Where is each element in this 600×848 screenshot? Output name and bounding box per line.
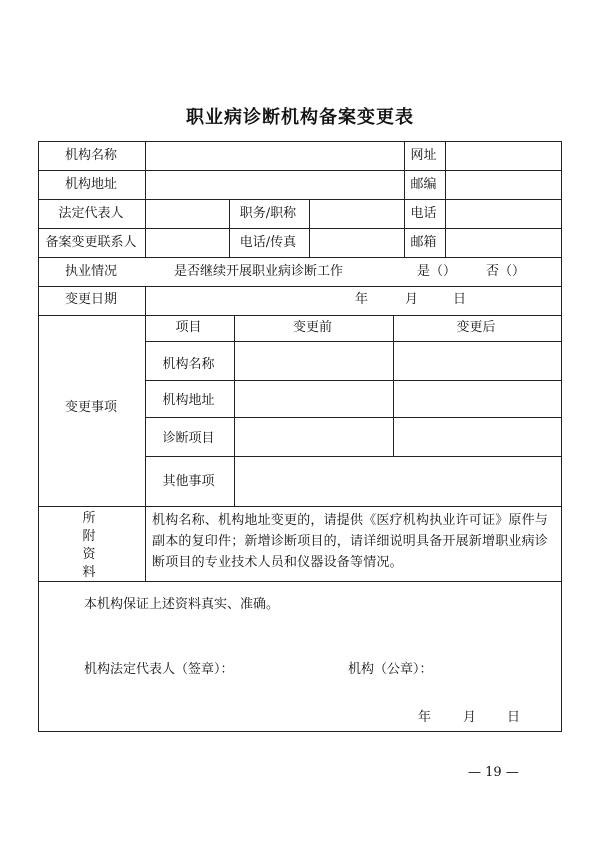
- page-number: — 19 —: [468, 765, 519, 780]
- label-org-name: 机构名称: [64, 148, 117, 163]
- postcode-field[interactable]: [444, 171, 560, 199]
- label-change-items: 变更事项: [64, 400, 117, 415]
- website-field[interactable]: [444, 142, 560, 170]
- sign-year: 年: [418, 710, 432, 725]
- label-legal-rep: 法定代表人: [58, 206, 124, 221]
- label-practice: 执业情况: [64, 264, 117, 279]
- sign-month: 月: [463, 710, 477, 725]
- date-day: 日: [453, 292, 467, 307]
- label-phone: 电话: [410, 206, 437, 221]
- page-title: 职业病诊断机构备案变更表: [186, 107, 414, 128]
- label-org-address: 机构地址: [64, 177, 117, 192]
- legal-rep-signature-label: 机构法定代表人（签章）：: [84, 662, 234, 677]
- phone-fax-field[interactable]: [308, 229, 403, 257]
- legal-rep-field[interactable]: [144, 200, 228, 228]
- attachments-text: 机构名称、机构地址变更的，请提供《医疗机构执业许可证》原件与副本的复印件；新增诊断项目的，请详细说明具备开展新增职业病诊断项目的专业技术人员和仪器设备等情况。: [152, 513, 549, 570]
- org-address-field[interactable]: [144, 171, 403, 199]
- label-phone-fax: 电话/传真: [239, 235, 297, 250]
- label-postcode: 邮编: [410, 177, 437, 192]
- guarantee-statement: 本机构保证上述资料真实、准确。: [84, 597, 280, 612]
- col-before-header: 变更前: [292, 320, 332, 335]
- practice-question: 是否继续开展职业病诊断工作: [174, 264, 344, 279]
- change-item-label: 其他事项: [162, 474, 215, 489]
- date-month: 月: [405, 292, 419, 307]
- sign-day: 日: [507, 710, 521, 725]
- col-item-header: 项目: [175, 320, 202, 335]
- no-option[interactable]: 否（）: [486, 264, 526, 279]
- col-after-header: 变更后: [456, 320, 496, 335]
- change-item-label: 诊断项目: [162, 431, 215, 446]
- contact-field[interactable]: [144, 229, 228, 257]
- attachments-label: 所 附 资 料: [82, 511, 96, 580]
- label-position: 职务/职称: [239, 206, 297, 221]
- position-field[interactable]: [308, 200, 403, 228]
- org-seal-label: 机构（公章）：: [348, 662, 433, 677]
- email-field[interactable]: [444, 229, 560, 257]
- label-website: 网址: [410, 148, 437, 163]
- yes-option[interactable]: 是（）: [417, 264, 457, 279]
- label-email: 邮箱: [410, 235, 437, 250]
- label-change-date: 变更日期: [64, 292, 117, 307]
- date-year: 年: [355, 292, 369, 307]
- label-contact: 备案变更联系人: [45, 235, 137, 250]
- org-name-field[interactable]: [144, 142, 403, 170]
- change-item-label: 机构地址: [162, 393, 215, 408]
- phone-field[interactable]: [444, 200, 560, 228]
- change-item-label: 机构名称: [162, 357, 215, 372]
